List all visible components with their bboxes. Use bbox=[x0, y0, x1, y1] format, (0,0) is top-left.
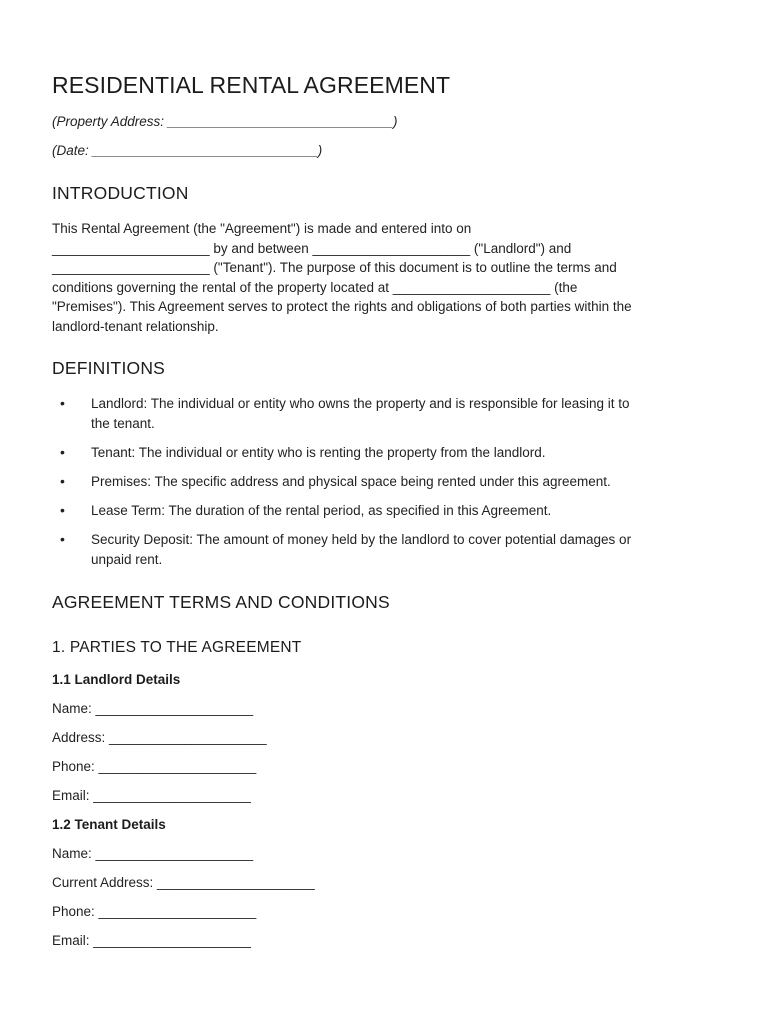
introduction-line: landlord-tenant relationship. bbox=[52, 318, 219, 334]
bullet-icon: • bbox=[60, 531, 65, 548]
parties-heading: 1. PARTIES TO THE AGREEMENT bbox=[52, 639, 302, 656]
definition-line: Landlord: The individual or entity who owns the property and is responsible for leasing it to bbox=[91, 396, 630, 411]
definition-item-premises bbox=[52, 472, 720, 492]
definition-item-lease-term bbox=[52, 501, 720, 521]
definitions-heading: DEFINITIONS bbox=[52, 358, 166, 378]
introduction-paragraph bbox=[52, 219, 720, 337]
introduction-line: conditions governing the rental of the property located at _____________________ (the bbox=[52, 279, 578, 295]
date-line: (Date: ______________________________) bbox=[52, 143, 323, 158]
definition-line: Security Deposit: The amount of money held by the landlord to cover potential damages or bbox=[91, 532, 632, 548]
bullet-icon: • bbox=[60, 443, 65, 460]
landlord-phone-field: Phone: _____________________ bbox=[52, 759, 257, 774]
definitions-list bbox=[52, 394, 720, 570]
tenant-details-heading: 1.2 Tenant Details bbox=[52, 817, 166, 832]
landlord-details-heading: 1.1 Landlord Details bbox=[52, 672, 181, 687]
introduction-line: "Premises"). This Agreement serves to protect the rights and obligations of both parties within the bbox=[52, 299, 632, 315]
tenant-phone-field: Phone: _____________________ bbox=[52, 904, 257, 919]
definition-item-landlord bbox=[52, 394, 720, 433]
introduction-line: _____________________ ("Tenant"). The purpose of this document is to outline the terms and bbox=[52, 260, 617, 276]
tenant-current-address-field: Current Address: _____________________ bbox=[52, 875, 315, 890]
definition-line: Tenant: The individual or entity who is renting the property from the landlord. bbox=[91, 444, 546, 460]
landlord-name-field: Name: _____________________ bbox=[52, 701, 254, 716]
definition-item-security-deposit bbox=[52, 530, 720, 569]
document-title: RESIDENTIAL RENTAL AGREEMENT bbox=[52, 72, 451, 98]
definition-line: Lease Term: The duration of the rental period, as specified in this Agreement. bbox=[91, 503, 552, 519]
definition-item-tenant bbox=[52, 443, 720, 463]
definition-line: unpaid rent. bbox=[91, 551, 163, 567]
definition-line: Premises: The specific address and physical space being rented under this agreement. bbox=[91, 473, 611, 489]
tenant-name-field: Name: _____________________ bbox=[52, 846, 254, 861]
terms-heading: AGREEMENT TERMS AND CONDITIONS bbox=[52, 592, 390, 612]
landlord-email-field: Email: _____________________ bbox=[52, 788, 251, 803]
landlord-address-field: Address: _____________________ bbox=[52, 730, 267, 745]
bullet-icon: • bbox=[60, 395, 65, 411]
property-address-line: (Property Address: ______________________________) bbox=[52, 114, 398, 129]
bullet-icon: • bbox=[60, 472, 65, 489]
tenant-email-field: Email: _____________________ bbox=[52, 933, 251, 948]
bullet-icon: • bbox=[60, 502, 65, 519]
definition-line: the tenant. bbox=[91, 415, 155, 431]
introduction-line: _____________________ by and between _____________________ ("Landlord") and bbox=[52, 240, 572, 256]
introduction-line: This Rental Agreement (the "Agreement") is made and entered into on bbox=[52, 221, 472, 236]
introduction-heading: INTRODUCTION bbox=[52, 183, 189, 203]
